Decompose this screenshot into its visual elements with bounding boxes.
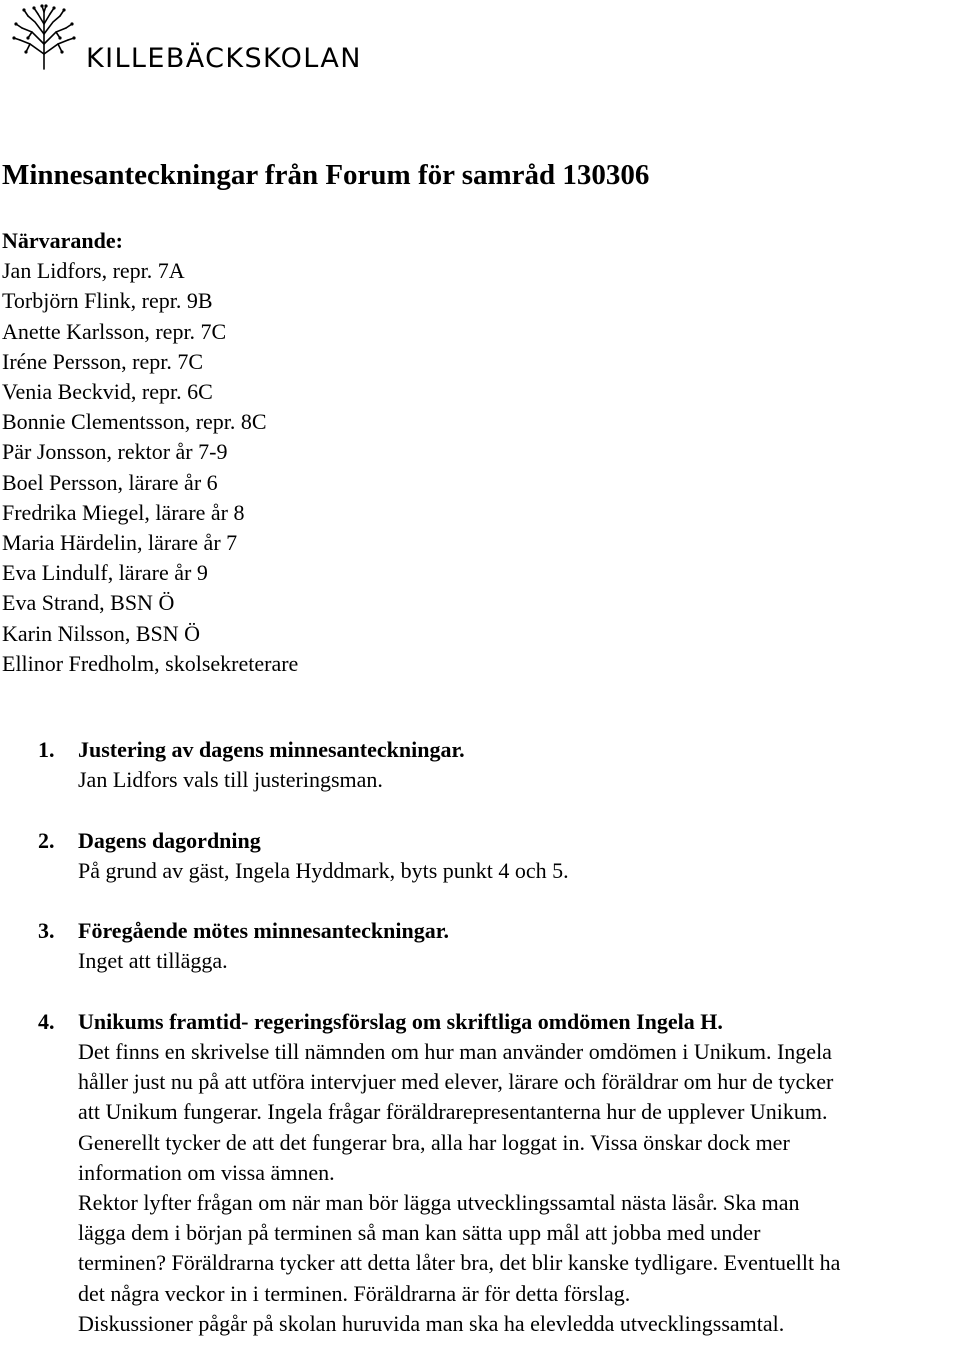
- attendee: Jan Lidfors, repr. 7A: [2, 258, 185, 284]
- agenda-number: 2.: [38, 827, 55, 853]
- attendee: Fredrika Miegel, lärare år 8: [2, 499, 245, 525]
- agenda-list: [38, 735, 958, 1369]
- attendee: Karin Nilsson, BSN Ö: [2, 620, 201, 646]
- agenda-text-line: Rektor lyfter frågan om när man bör lägga utvecklingssamtal nästa läsår. Ska man: [78, 1190, 800, 1215]
- document-title: Minnesanteckningar från Forum för samråd 130306: [2, 159, 650, 191]
- agenda-item: [38, 916, 958, 976]
- agenda-number: 1.: [38, 737, 55, 762]
- agenda-heading: Unikums framtid- regeringsförslag om skriftliga omdömen Ingela H.: [78, 1008, 723, 1034]
- attendee: Pär Jonsson, rektor år 7-9: [2, 439, 228, 465]
- attendee: Boel Persson, lärare år 6: [2, 469, 218, 495]
- tree-icon: [8, 4, 80, 70]
- agenda-heading: Justering av dagens minnesanteckningar.: [78, 737, 465, 762]
- attendee: Bonnie Clementsson, repr. 8C: [2, 409, 267, 435]
- attendee: Iréne Persson, repr. 7C: [2, 348, 204, 374]
- agenda-number: 3.: [38, 918, 55, 944]
- logo-text: KILLEBÄCKSKOLAN: [86, 43, 362, 74]
- agenda-text-line: Jan Lidfors vals till justeringsman.: [78, 767, 383, 793]
- attendee: Venia Beckvid, repr. 6C: [2, 379, 213, 405]
- attendee: Maria Härdelin, lärare år 7: [2, 530, 238, 556]
- agenda-text-line: det några veckor in i terminen. Föräldrarna är för detta förslag.: [78, 1280, 631, 1306]
- agenda-text-line: håller just nu på att utföra intervjuer med elever, lärare och föräldrar om hur de tycker: [78, 1069, 834, 1095]
- attendee: Torbjörn Flink, repr. 9B: [2, 288, 213, 314]
- agenda-text-line: Det finns en skrivelse till nämnden om hur man använder omdömen i Unikum. Ingela: [78, 1038, 832, 1064]
- agenda-text-line: att Unikum fungerar. Ingela frågar föräldrarepresentanterna hur de upplever Unikum.: [78, 1099, 828, 1125]
- attendee: Eva Lindulf, lärare år 9: [2, 560, 208, 586]
- attendees-heading: Närvarande:: [2, 228, 123, 253]
- agenda-heading: Föregående mötes minnesanteckningar.: [78, 918, 449, 944]
- attendee: Eva Strand, BSN Ö: [2, 590, 175, 616]
- attendee: Ellinor Fredholm, skolsekreterare: [2, 650, 299, 676]
- attendees-section: [2, 226, 298, 679]
- agenda-text-line: Inget att tillägga.: [78, 948, 228, 974]
- agenda-text-line: lägga dem i början på terminen så man kan sätta upp mål att jobba med under: [78, 1220, 761, 1246]
- agenda-number: 4.: [38, 1008, 55, 1034]
- agenda-item: [38, 1007, 958, 1339]
- school-logo: [8, 4, 428, 74]
- agenda-item: [38, 735, 958, 795]
- attendee: Anette Karlsson, repr. 7C: [2, 318, 227, 344]
- agenda-text-line: information om vissa ämnen.: [78, 1159, 335, 1185]
- agenda-text-line: Generellt tycker de att det fungerar bra, alla har loggat in. Vissa önskar dock mer: [78, 1129, 790, 1155]
- agenda-heading: Dagens dagordning: [78, 827, 261, 853]
- agenda-text-line: Diskussioner pågår på skolan huruvida man ska ha elevledda utvecklingssamtal.: [78, 1310, 785, 1336]
- agenda-text-line: terminen? Föräldrarna tycker att detta låter bra, det blir kanske tydligare. Eventuellt ha: [78, 1250, 841, 1276]
- agenda-text-line: På grund av gäst, Ingela Hyddmark, byts punkt 4 och 5.: [78, 857, 569, 883]
- agenda-item: [38, 826, 958, 886]
